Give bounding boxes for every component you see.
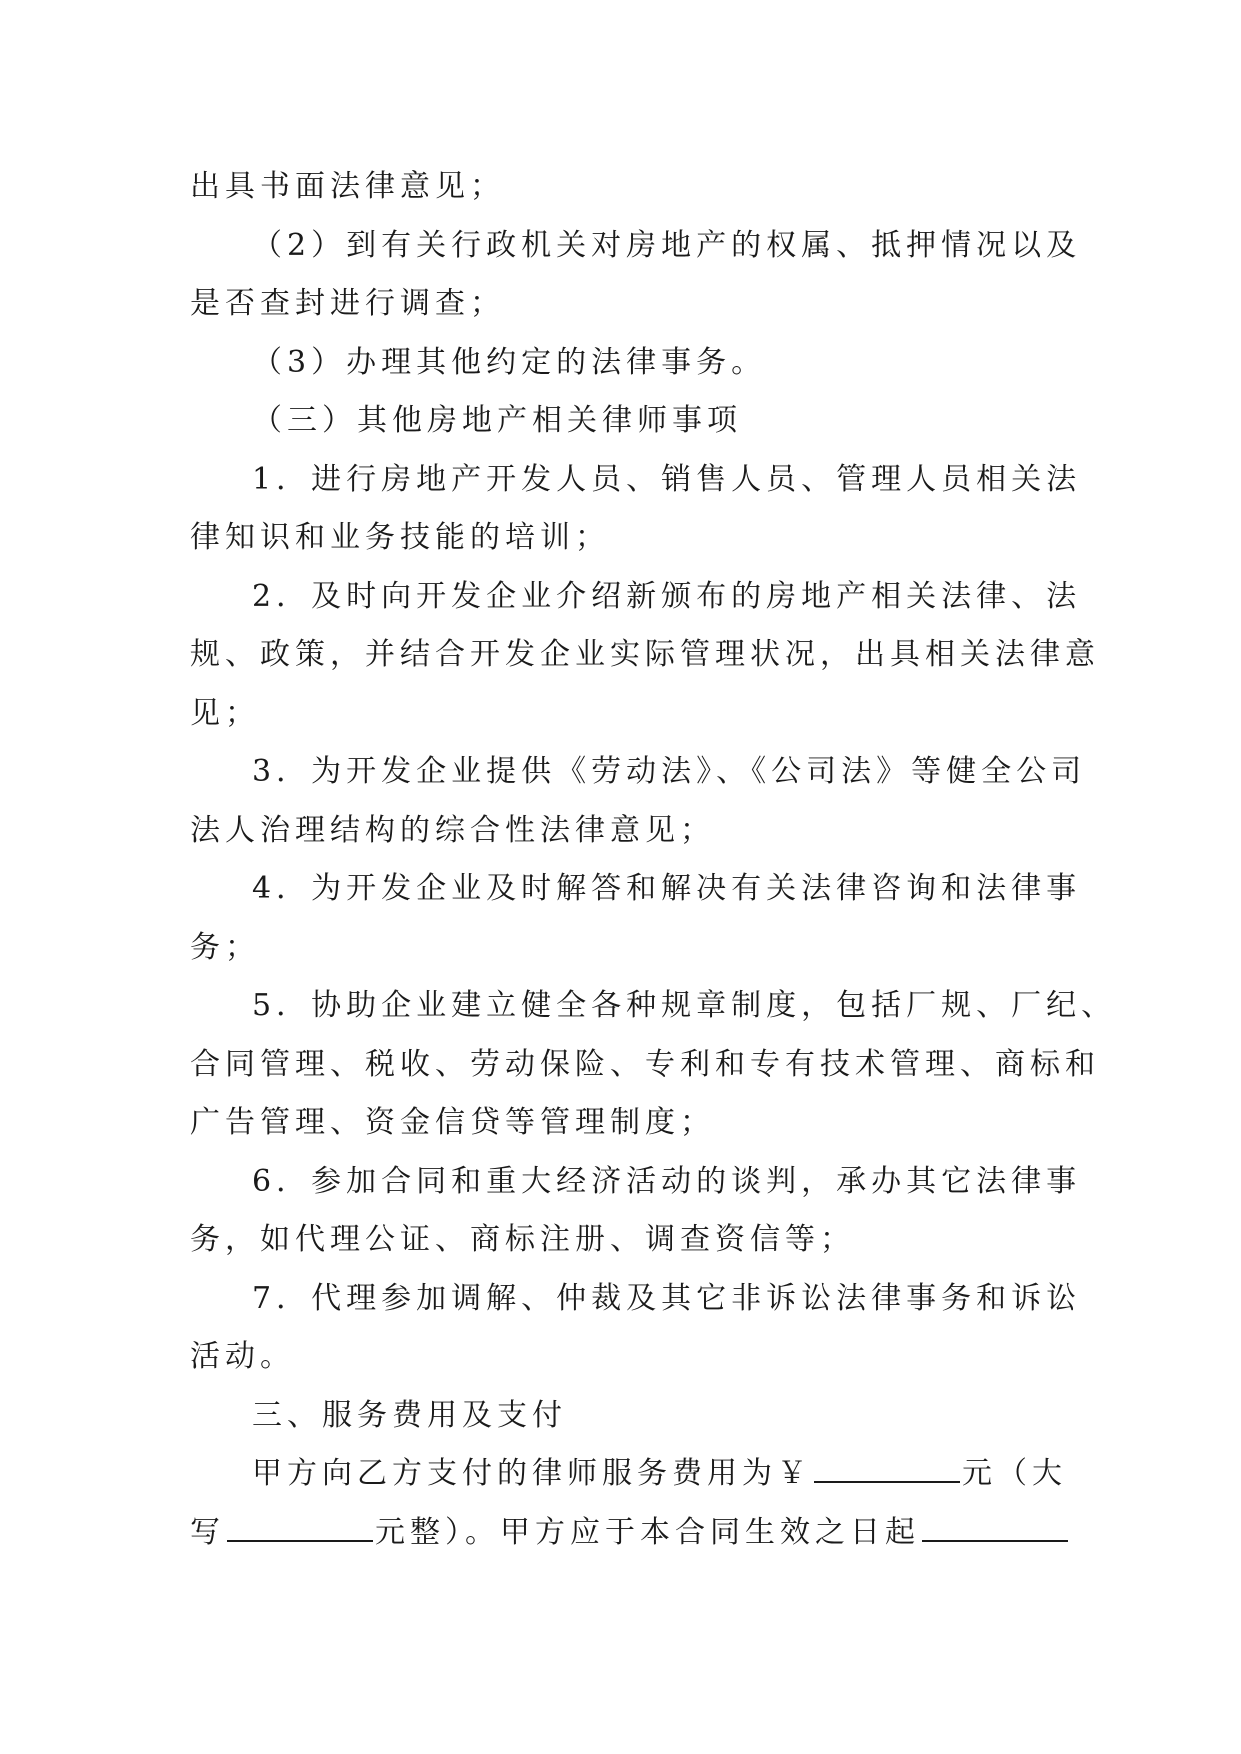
list-item-7-mediation [190,1270,1082,1387]
section-heading-other-matters [190,392,1060,451]
list-item-4-consultation [190,860,1082,977]
fee-amount-prefix: 甲方向乙方支付的律师服务费用为￥ [252,1456,812,1491]
list-item-5-regulations-system [190,977,1117,1153]
text-line: 务； [190,929,260,965]
paragraph-fee-payment [190,1445,1067,1562]
text-line: 活动。 [190,1339,295,1374]
text-line: 6．参加合同和重大经济活动的谈判，承办其它法律事 [252,1163,1082,1199]
text-line: （2）到有关行政机关对房地产的权属、抵押情况以及 [252,227,1082,263]
fee-amount-suffix: 元（大 [962,1456,1067,1491]
list-item-3-governance-opinion [190,743,1087,860]
text-line: 务，如代理公证、商标注册、调查资信等； [190,1222,855,1257]
text-line: 是否查封进行调查； [190,286,505,321]
text-line: 7．代理参加调解、仲裁及其它非诉讼法律事务和诉讼 [252,1280,1082,1316]
text-line: 3．为开发企业提供《劳动法》、《公司法》等健全公司 [252,754,1087,789]
text-line: 5．协助企业建立健全各种规章制度，包括厂规、厂纪、 [252,988,1117,1023]
fee-amount-blank[interactable] [814,1451,960,1483]
text-line: 法人治理结构的综合性法律意见； [190,812,715,848]
fee-line-1 [190,1445,1067,1504]
text-line: （3）办理其他约定的法律事务。 [252,344,767,380]
text-line: 见； [190,695,260,731]
fee-effective-text: 元整）。甲方应于本合同生效之日起 [375,1514,920,1550]
text-line: 广告管理、资金信贷等管理制度； [190,1105,715,1140]
list-item-6-negotiation [190,1153,1082,1270]
section-heading-fees [190,1387,1060,1446]
text-line: 三、服务费用及支付 [252,1397,567,1433]
fee-date-blank[interactable] [922,1510,1068,1542]
text-line: 规、政策，并结合开发企业实际管理状况，出具相关法律意 [190,637,1100,672]
fee-line-2 [190,1504,1060,1563]
paragraph-item-3-other-affairs [190,334,1060,393]
fee-capital-blank[interactable] [227,1510,373,1542]
text-line: 出具书面法律意见； [190,169,505,204]
fee-capital-prefix: 写 [190,1514,225,1550]
text-line: 2．及时向开发企业介绍新颁布的房地产相关法律、法 [252,578,1082,614]
list-item-2-new-regulations [190,568,1100,744]
list-item-1-training [190,451,1082,568]
document-body [190,158,1117,1562]
text-line: 合同管理、税收、劳动保险、专利和专有技术管理、商标和 [190,1046,1100,1082]
text-line: （三）其他房地产相关律师事项 [252,403,742,438]
text-line: 律知识和业务技能的培训； [190,520,610,555]
paragraph-item-2-investigation [190,217,1082,334]
paragraph-legal-opinion-tail [190,158,1060,217]
text-line: 1．进行房地产开发人员、销售人员、管理人员相关法 [252,461,1082,497]
text-line: 4．为开发企业及时解答和解决有关法律咨询和法律事 [252,871,1082,906]
